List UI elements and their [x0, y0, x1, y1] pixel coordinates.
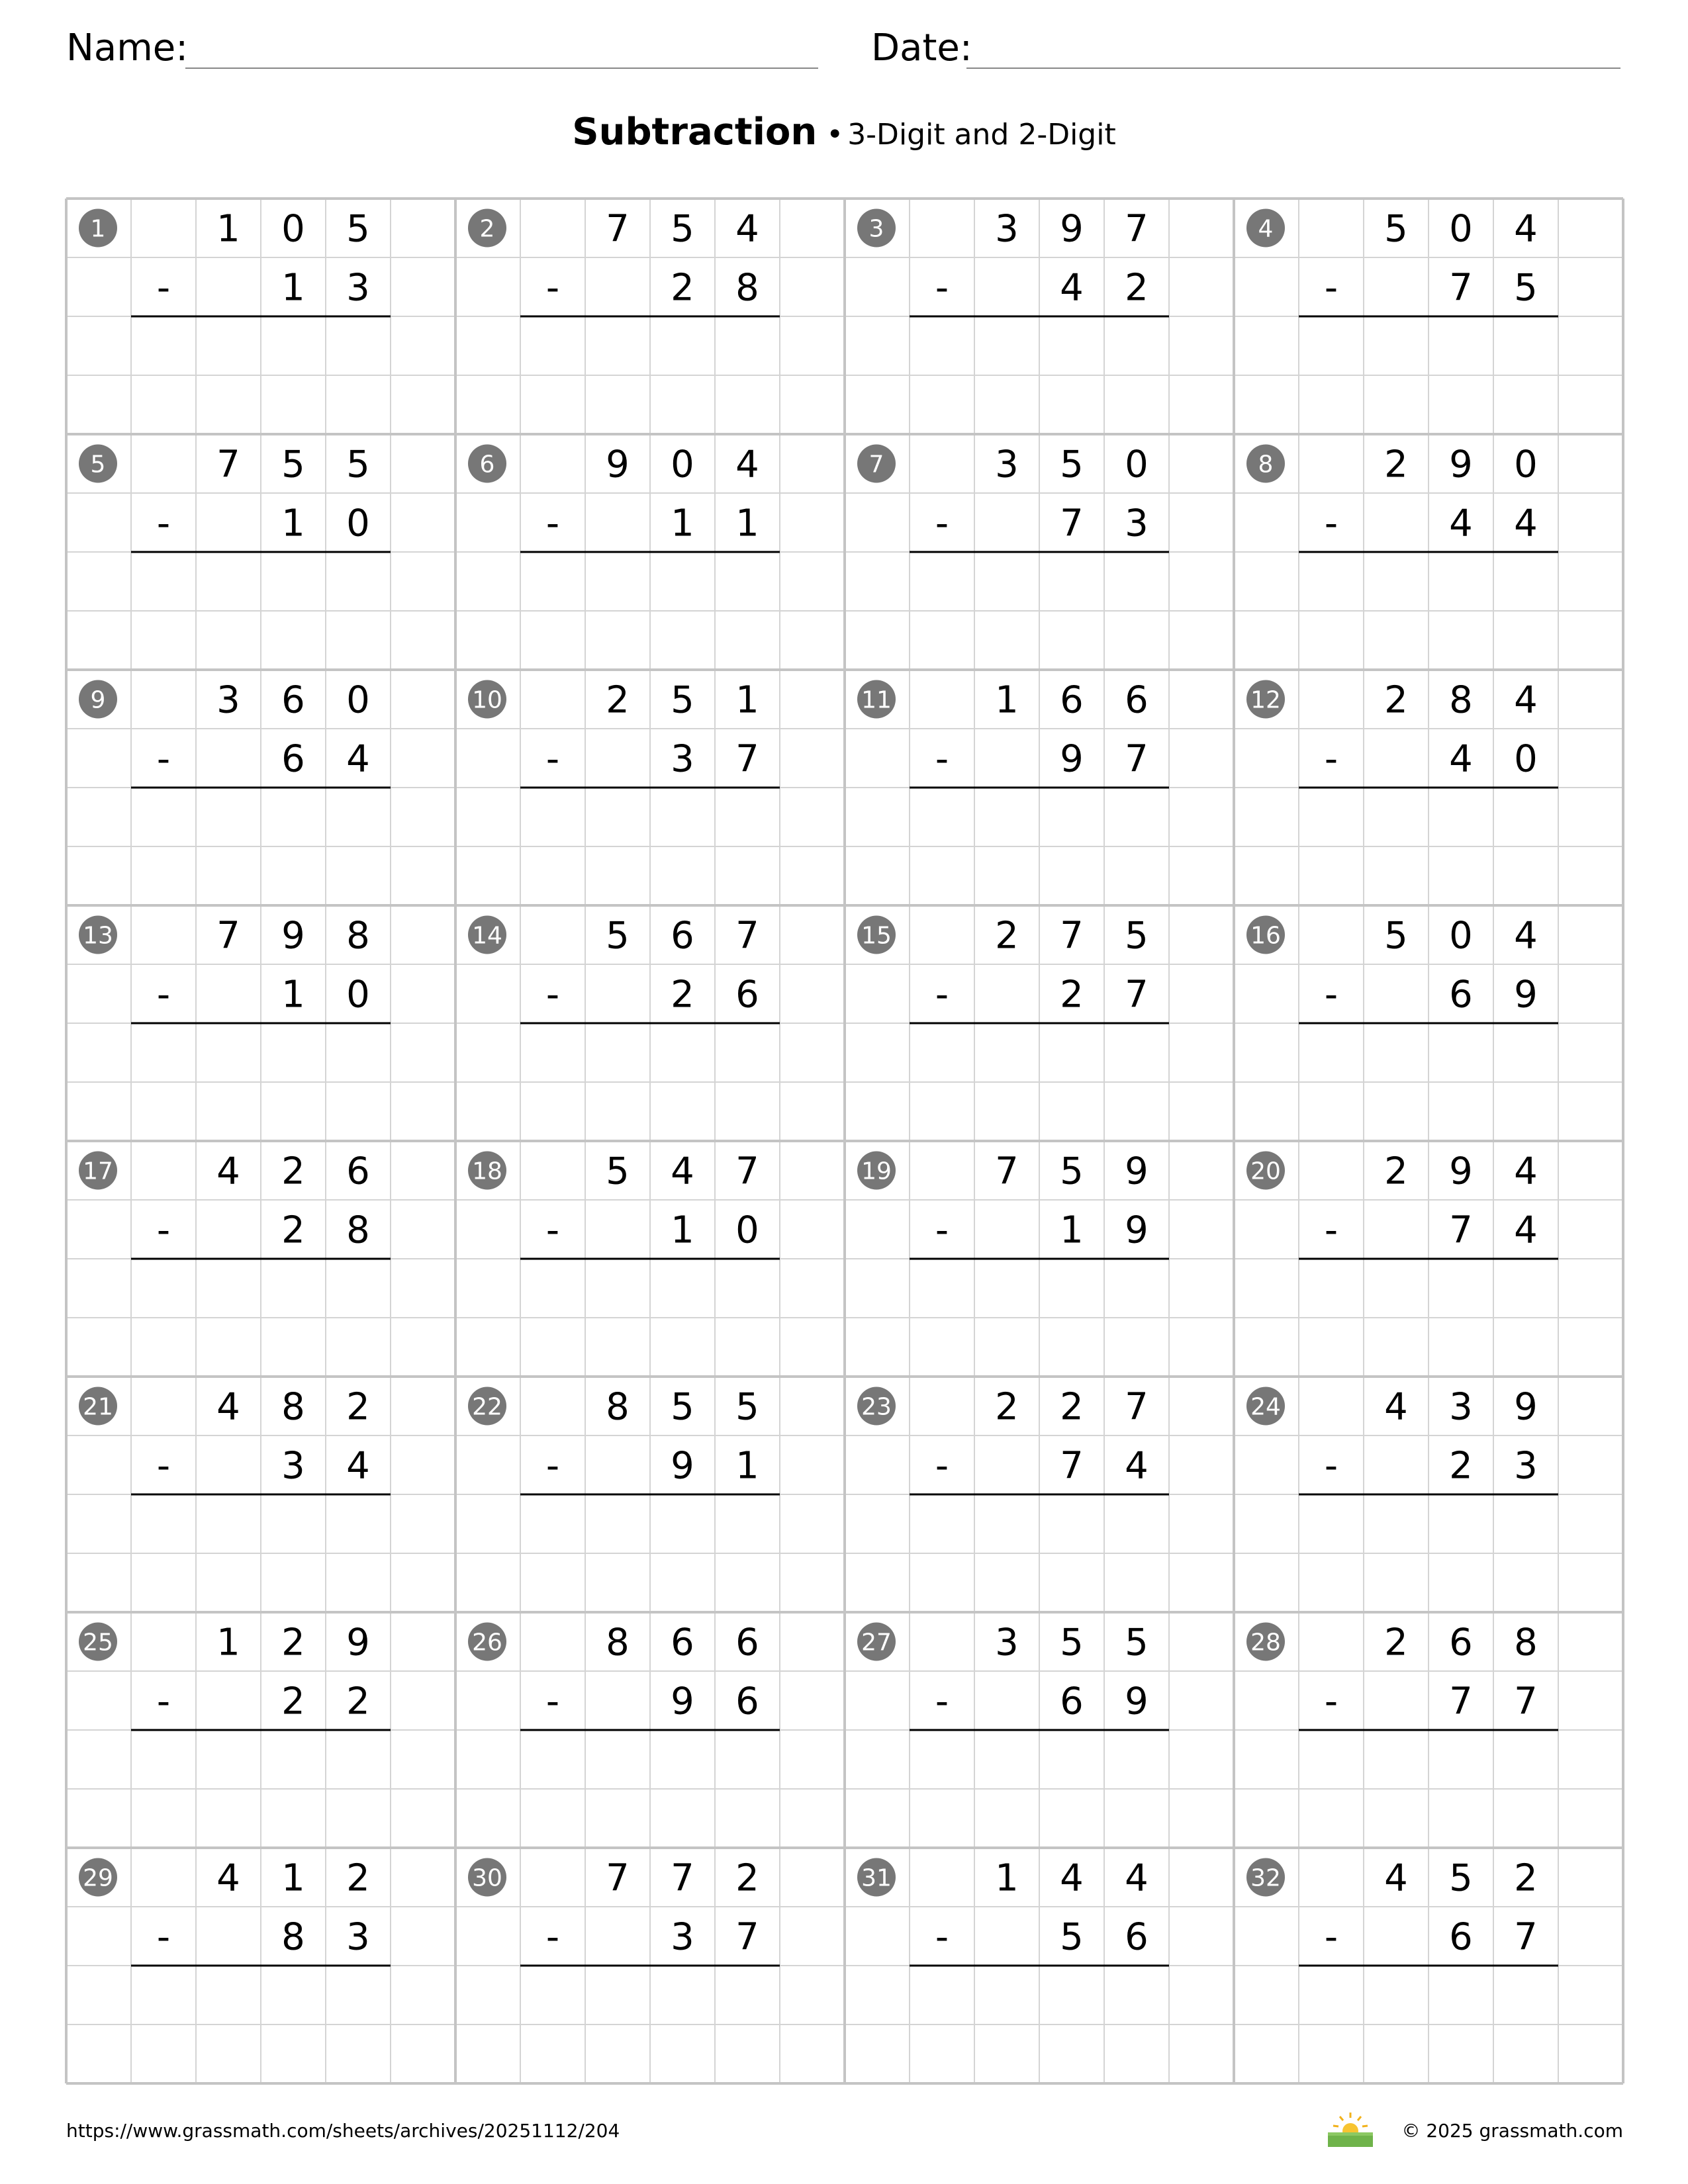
minus-sign: -	[545, 266, 560, 310]
minuend-digit: 0	[1125, 443, 1149, 486]
minuend-digit: 2	[346, 1385, 370, 1429]
subtrahend-digit: 3	[671, 1915, 694, 1959]
answer-area[interactable]	[585, 1731, 780, 1788]
minuend-digit: 7	[735, 914, 759, 958]
minuend-digit: 5	[1060, 1150, 1084, 1193]
minuend-digit: 7	[216, 443, 240, 486]
minuend-digit: 2	[606, 678, 630, 722]
answer-area[interactable]	[1364, 318, 1558, 374]
minuend-digit: 4	[1125, 1856, 1149, 1900]
answer-area[interactable]	[585, 789, 780, 845]
minuend-digit: 4	[1514, 678, 1538, 722]
minuend-digit: 6	[346, 1150, 370, 1193]
minuend-digit: 0	[281, 207, 305, 251]
minuend-digit: 5	[1449, 1856, 1473, 1900]
minuend-digit: 9	[1125, 1150, 1149, 1193]
minuend-digit: 2	[346, 1856, 370, 1900]
minuend-digit: 3	[995, 207, 1019, 251]
subtrahend-digit: 1	[671, 1208, 694, 1252]
problem-number: 4	[1258, 215, 1274, 243]
minuend-digit: 0	[346, 678, 370, 722]
problem-number: 5	[90, 451, 106, 478]
subtrahend-digit: 8	[346, 1208, 370, 1252]
problem-number: 1	[90, 215, 106, 243]
answer-area[interactable]	[196, 789, 391, 845]
minuend-digit: 5	[671, 1385, 694, 1429]
minuend-digit: 5	[281, 443, 305, 486]
subtrahend-digit: 3	[1514, 1444, 1538, 1488]
minuend-digit: 7	[606, 1856, 630, 1900]
subtrahend-digit: 4	[346, 737, 370, 781]
problem-number: 15	[861, 922, 892, 950]
subtrahend-digit: 0	[735, 1208, 759, 1252]
answer-area[interactable]	[196, 318, 391, 374]
minus-sign: -	[935, 502, 949, 545]
answer-area[interactable]	[974, 1496, 1169, 1552]
minuend-digit: 2	[281, 1150, 305, 1193]
minuend-digit: 9	[606, 443, 630, 486]
minus-sign: -	[156, 1680, 171, 1723]
subtrahend-digit: 3	[1125, 502, 1149, 545]
subtrahend-digit: 9	[1125, 1208, 1149, 1252]
minuend-digit: 3	[995, 443, 1019, 486]
subtrahend-digit: 2	[1060, 973, 1084, 1017]
subtrahend-digit: 6	[735, 973, 759, 1017]
answer-area[interactable]	[1364, 1496, 1558, 1552]
minuend-digit: 9	[1449, 1150, 1473, 1193]
minuend-digit: 2	[1514, 1856, 1538, 1900]
problem-number: 23	[861, 1393, 892, 1421]
subtrahend-digit: 3	[346, 1915, 370, 1959]
subtrahend-digit: 7	[735, 1915, 759, 1959]
minuend-digit: 5	[1125, 1621, 1149, 1664]
minuend-digit: 4	[216, 1385, 240, 1429]
minuend-digit: 4	[1514, 914, 1538, 958]
subtrahend-digit: 3	[346, 266, 370, 310]
minus-sign: -	[935, 1444, 949, 1488]
minuend-digit: 7	[1125, 207, 1149, 251]
answer-area[interactable]	[1364, 789, 1558, 845]
subtrahend-digit: 7	[1449, 1680, 1473, 1723]
subtrahend-digit: 7	[1125, 737, 1149, 781]
problem-number: 27	[861, 1629, 892, 1657]
minus-sign: -	[1324, 1680, 1338, 1723]
problem-number: 12	[1250, 686, 1281, 714]
minus-sign: -	[935, 1680, 949, 1723]
minuend-digit: 6	[1125, 678, 1149, 722]
minus-sign: -	[935, 1915, 949, 1959]
subtrahend-digit: 7	[1060, 1444, 1084, 1488]
answer-area[interactable]	[585, 1260, 780, 1316]
problem-number: 11	[861, 686, 892, 714]
problem-number: 28	[1250, 1629, 1281, 1657]
answer-area[interactable]	[974, 1260, 1169, 1316]
title-bullet: •	[826, 118, 844, 152]
problem-number: 24	[1250, 1393, 1281, 1421]
problem-number: 7	[868, 451, 884, 478]
answer-area[interactable]	[585, 1496, 780, 1552]
minuend-digit: 7	[216, 914, 240, 958]
problem-number: 20	[1250, 1158, 1281, 1185]
answer-area[interactable]	[196, 1731, 391, 1788]
answer-area[interactable]	[196, 553, 391, 610]
problem-number: 8	[1258, 451, 1274, 478]
minuend-digit: 7	[1060, 914, 1084, 958]
subtrahend-digit: 7	[1060, 502, 1084, 545]
minuend-digit: 2	[281, 1621, 305, 1664]
subtrahend-digit: 1	[735, 502, 759, 545]
subtrahend-digit: 3	[671, 737, 694, 781]
problem-number: 26	[472, 1629, 502, 1657]
minuend-digit: 5	[671, 207, 694, 251]
subtrahend-digit: 2	[281, 1680, 305, 1723]
subtrahend-digit: 7	[1125, 973, 1149, 1017]
answer-area[interactable]	[585, 318, 780, 374]
subtrahend-digit: 4	[1514, 1208, 1538, 1252]
minuend-digit: 1	[216, 207, 240, 251]
minuend-digit: 5	[606, 1150, 630, 1193]
minuend-digit: 7	[735, 1150, 759, 1193]
minus-sign: -	[1324, 1208, 1338, 1252]
subtrahend-digit: 6	[1449, 973, 1473, 1017]
minuend-digit: 5	[346, 443, 370, 486]
minuend-digit: 1	[995, 1856, 1019, 1900]
subtrahend-digit: 4	[1449, 502, 1473, 545]
minuend-digit: 4	[1384, 1856, 1408, 1900]
problem-number: 17	[83, 1158, 113, 1185]
minuend-digit: 0	[671, 443, 694, 486]
minuend-digit: 4	[1060, 1856, 1084, 1900]
subtrahend-digit: 6	[1449, 1915, 1473, 1959]
subtrahend-digit: 8	[735, 266, 759, 310]
minuend-digit: 7	[1125, 1385, 1149, 1429]
problem-number: 16	[1250, 922, 1281, 950]
answer-area[interactable]	[196, 1967, 391, 2023]
subtrahend-digit: 1	[671, 502, 694, 545]
minuend-digit: 9	[281, 914, 305, 958]
minuend-digit: 2	[995, 1385, 1019, 1429]
subtrahend-digit: 9	[1125, 1680, 1149, 1723]
minuend-digit: 0	[1449, 207, 1473, 251]
date-label: Date:	[871, 26, 972, 69]
problem-number: 18	[472, 1158, 502, 1185]
answer-area[interactable]	[196, 1260, 391, 1316]
minuend-digit: 5	[671, 678, 694, 722]
minuend-digit: 4	[735, 443, 759, 486]
minuend-digit: 6	[281, 678, 305, 722]
minuend-digit: 4	[1384, 1385, 1408, 1429]
subtrahend-digit: 9	[671, 1680, 694, 1723]
minuend-digit: 8	[606, 1621, 630, 1664]
minuend-digit: 7	[606, 207, 630, 251]
minus-sign: -	[1324, 502, 1338, 545]
problem-number: 31	[861, 1864, 892, 1892]
subtrahend-digit: 4	[1514, 502, 1538, 545]
minuend-digit: 5	[1384, 207, 1408, 251]
subtrahend-digit: 1	[1060, 1208, 1084, 1252]
minuend-digit: 6	[735, 1621, 759, 1664]
minuend-digit: 8	[281, 1385, 305, 1429]
problem-number: 21	[83, 1393, 113, 1421]
minuend-digit: 2	[1060, 1385, 1084, 1429]
minuend-digit: 2	[1384, 1621, 1408, 1664]
subtrahend-digit: 5	[1514, 266, 1538, 310]
title-main: Subtraction	[572, 111, 818, 154]
minuend-digit: 5	[1384, 914, 1408, 958]
minus-sign: -	[1324, 266, 1338, 310]
minuend-digit: 8	[1514, 1621, 1538, 1664]
minus-sign: -	[156, 1915, 171, 1959]
minuend-digit: 8	[606, 1385, 630, 1429]
answer-area[interactable]	[1364, 1731, 1558, 1788]
footer-url: https://www.grassmath.com/sheets/archives/20251112/204	[66, 2120, 620, 2142]
sun-over-grass-icon	[1324, 2111, 1377, 2148]
subtrahend-digit: 0	[346, 973, 370, 1017]
answer-area[interactable]	[974, 553, 1169, 610]
problem-number: 10	[472, 686, 502, 714]
minuend-digit: 3	[995, 1621, 1019, 1664]
minuend-digit: 6	[1449, 1621, 1473, 1664]
minuend-digit: 2	[1384, 1150, 1408, 1193]
subtrahend-digit: 0	[346, 502, 370, 545]
subtrahend-digit: 6	[1125, 1915, 1149, 1959]
answer-area[interactable]	[974, 789, 1169, 845]
minus-sign: -	[156, 1208, 171, 1252]
subtrahend-digit: 5	[1060, 1915, 1084, 1959]
subtrahend-digit: 7	[1514, 1680, 1538, 1723]
minuend-digit: 5	[1060, 1621, 1084, 1664]
minus-sign: -	[545, 973, 560, 1017]
minuend-digit: 2	[735, 1856, 759, 1900]
problem-number: 6	[479, 451, 495, 478]
minuend-digit: 5	[346, 207, 370, 251]
minuend-digit: 5	[735, 1385, 759, 1429]
subtrahend-digit: 2	[1125, 266, 1149, 310]
subtrahend-digit: 4	[1449, 737, 1473, 781]
minuend-digit: 9	[1514, 1385, 1538, 1429]
subtrahend-digit: 6	[735, 1680, 759, 1723]
subtrahend-digit: 7	[1514, 1915, 1538, 1959]
problem-number: 19	[861, 1158, 892, 1185]
problem-number: 14	[472, 922, 502, 950]
minuend-digit: 7	[995, 1150, 1019, 1193]
minus-sign: -	[1324, 1915, 1338, 1959]
minuend-digit: 3	[216, 678, 240, 722]
problem-number: 25	[83, 1629, 113, 1657]
minus-sign: -	[156, 502, 171, 545]
minus-sign: -	[1324, 737, 1338, 781]
minuend-digit: 4	[1514, 1150, 1538, 1193]
minuend-digit: 5	[1125, 914, 1149, 958]
minuend-digit: 4	[671, 1150, 694, 1193]
answer-area[interactable]	[585, 553, 780, 610]
problem-number: 3	[868, 215, 884, 243]
problem-number: 13	[83, 922, 113, 950]
subtrahend-digit: 7	[735, 737, 759, 781]
answer-area[interactable]	[196, 1496, 391, 1552]
answer-area[interactable]	[585, 1024, 780, 1081]
subtrahend-digit: 2	[1449, 1444, 1473, 1488]
minuend-digit: 2	[1384, 443, 1408, 486]
problem-number: 30	[472, 1864, 502, 1892]
footer-copyright: © 2025 grassmath.com	[1401, 2120, 1623, 2142]
problem-number: 2	[479, 215, 495, 243]
problem-number: 9	[90, 686, 106, 714]
problem-number: 22	[472, 1393, 502, 1421]
subtrahend-digit: 1	[281, 502, 305, 545]
minuend-digit: 7	[671, 1856, 694, 1900]
minus-sign: -	[935, 737, 949, 781]
minus-sign: -	[935, 973, 949, 1017]
minuend-digit: 4	[216, 1856, 240, 1900]
minus-sign: -	[545, 1208, 560, 1252]
minuend-digit: 9	[346, 1621, 370, 1664]
minus-sign: -	[1324, 1444, 1338, 1488]
minuend-digit: 4	[1514, 207, 1538, 251]
minuend-digit: 1	[995, 678, 1019, 722]
minuend-digit: 5	[606, 914, 630, 958]
answer-area[interactable]	[974, 1967, 1169, 2023]
subtrahend-digit: 0	[1514, 737, 1538, 781]
answer-area[interactable]	[585, 1967, 780, 2023]
subtrahend-digit: 1	[281, 266, 305, 310]
minuend-digit: 8	[1449, 678, 1473, 722]
minuend-digit: 9	[1060, 207, 1084, 251]
subtrahend-digit: 2	[671, 973, 694, 1017]
subtrahend-digit: 1	[735, 1444, 759, 1488]
subtrahend-digit: 9	[671, 1444, 694, 1488]
problem-number: 29	[83, 1864, 113, 1892]
minuend-digit: 2	[1384, 678, 1408, 722]
subtrahend-digit: 1	[281, 973, 305, 1017]
minus-sign: -	[935, 266, 949, 310]
subtrahend-digit: 7	[1449, 266, 1473, 310]
subtrahend-digit: 4	[346, 1444, 370, 1488]
subtrahend-digit: 7	[1449, 1208, 1473, 1252]
minuend-digit: 4	[735, 207, 759, 251]
minuend-digit: 6	[671, 914, 694, 958]
subtrahend-digit: 2	[671, 266, 694, 310]
minuend-digit: 6	[1060, 678, 1084, 722]
minuend-digit: 2	[995, 914, 1019, 958]
minuend-digit: 9	[1449, 443, 1473, 486]
title-subtitle: 3-Digit and 2-Digit	[847, 118, 1116, 152]
minuend-digit: 1	[281, 1856, 305, 1900]
minuend-digit: 5	[1060, 443, 1084, 486]
problem-number: 32	[1250, 1864, 1281, 1892]
subtrahend-digit: 2	[346, 1680, 370, 1723]
minus-sign: -	[156, 737, 171, 781]
subtrahend-digit: 9	[1060, 737, 1084, 781]
answer-area[interactable]	[974, 318, 1169, 374]
answer-area[interactable]	[196, 1024, 391, 1081]
subtrahend-digit: 6	[281, 737, 305, 781]
subtrahend-digit: 3	[281, 1444, 305, 1488]
minus-sign: -	[545, 1680, 560, 1723]
minus-sign: -	[545, 1915, 560, 1959]
answer-area[interactable]	[1364, 1967, 1558, 2023]
minuend-digit: 1	[735, 678, 759, 722]
answer-area[interactable]	[974, 1024, 1169, 1081]
subtrahend-digit: 6	[1060, 1680, 1084, 1723]
subtrahend-digit: 8	[281, 1915, 305, 1959]
minus-sign: -	[545, 1444, 560, 1488]
answer-area[interactable]	[974, 1731, 1169, 1788]
minuend-digit: 0	[1514, 443, 1538, 486]
minuend-digit: 8	[346, 914, 370, 958]
minuend-digit: 4	[216, 1150, 240, 1193]
subtrahend-digit: 2	[281, 1208, 305, 1252]
minus-sign: -	[545, 737, 560, 781]
answer-area[interactable]	[1364, 1024, 1558, 1081]
minuend-digit: 0	[1449, 914, 1473, 958]
minus-sign: -	[156, 266, 171, 310]
minuend-digit: 3	[1449, 1385, 1473, 1429]
minus-sign: -	[1324, 973, 1338, 1017]
minus-sign: -	[156, 1444, 171, 1488]
minuend-digit: 6	[671, 1621, 694, 1664]
minus-sign: -	[545, 502, 560, 545]
name-label: Name:	[66, 26, 189, 69]
answer-area[interactable]	[1364, 1260, 1558, 1316]
subtrahend-digit: 4	[1125, 1444, 1149, 1488]
subtrahend-digit: 9	[1514, 973, 1538, 1017]
minus-sign: -	[156, 973, 171, 1017]
minuend-digit: 1	[216, 1621, 240, 1664]
subtrahend-digit: 4	[1060, 266, 1084, 310]
minus-sign: -	[935, 1208, 949, 1252]
answer-area[interactable]	[1364, 553, 1558, 610]
